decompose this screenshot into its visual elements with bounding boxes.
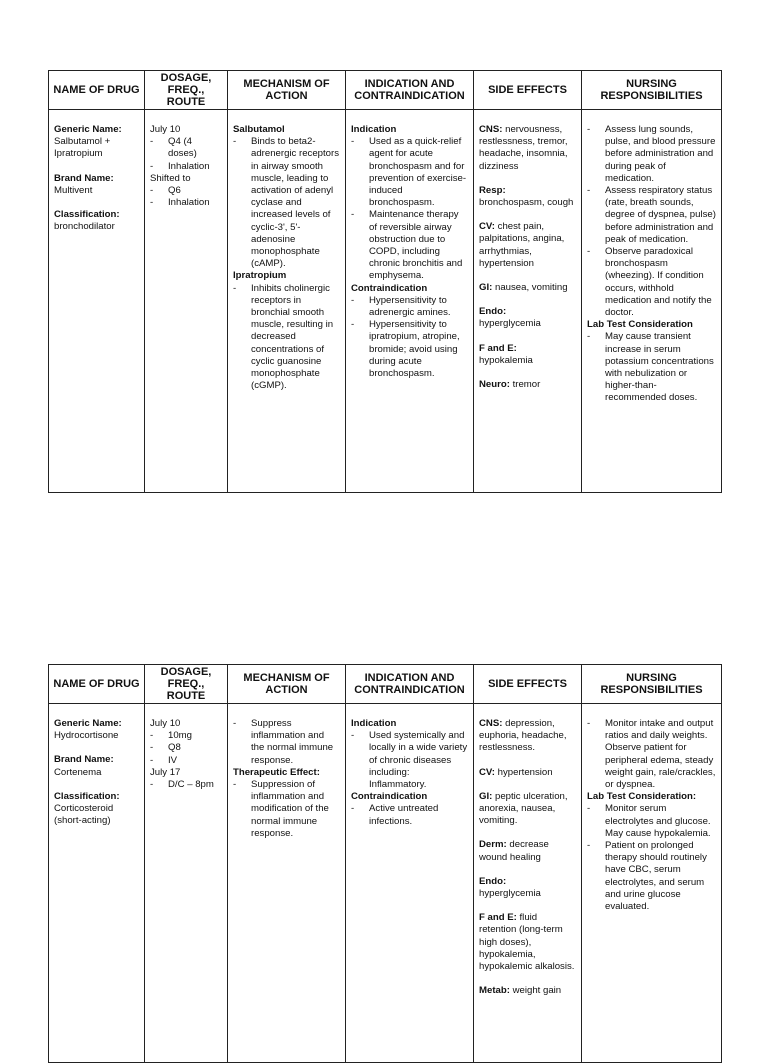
side-effect-text: hypertension [497,766,553,778]
mechanism-item: - Suppress inflammation and the normal immune response. [233,718,340,767]
mechanism-heading: Ipratropium [233,270,287,282]
side-effect-text: bronchospasm, cough [479,197,574,209]
side-effect-label: CV: [479,766,495,778]
side-effect-label: Endo: [479,875,507,887]
side-effect-text: decrease wound healing [479,839,549,863]
indication-item: - Used systemically and locally in a wide variety of chronic diseases including: Inflammatory. [351,730,468,791]
header-nursing: NURSING RESPONSIBILITIES [582,665,722,704]
brand-name-value: Multivent [54,184,93,196]
lab-test-item: - May cause transient increase in serum potassium concentrations with nebulization or higher-than-recommended doses. [587,331,716,404]
contraindication-list [351,803,468,827]
indication-item: - Used as a quick-relief agent for acute bronchospasm and for prevention of exercise-induced bronchospasm. [351,136,468,209]
lab-test-item: - Monitor serum electrolytes and glucose. May cause hypokalemia. [587,803,716,840]
name-cell [49,110,145,493]
therapeutic-effect-item: - Suppression of inflammation and modification of the normal immune response. [233,779,340,840]
indication-list [351,136,468,282]
side-effect-entry [479,379,576,391]
generic-name-label: Generic Name: [54,718,122,729]
side-effect-entry [479,221,576,270]
side-effect-label: Resp: [479,184,506,196]
indication-cell [346,704,474,1063]
contraindication-item: - Hypersensitivity to adrenergic amines. [351,295,468,319]
header-dosage: DOSAGE, FREQ., ROUTE [145,71,228,110]
side-effect-text: fluid retention (long-term high doses), hypokalemia, hypokalemic alkalosis. [479,912,575,973]
dosage-item: - Inhalation [150,161,222,173]
mechanism-list [233,283,340,393]
side-effect-entry [479,985,576,997]
side-effect-text: weight gain [512,985,562,997]
dosage-item: - Q6 [150,185,222,197]
lab-test-list [587,331,716,404]
dosage-cell [145,704,228,1063]
classification-value: bronchodilator [54,221,115,233]
side-effect-label: CNS: [479,718,503,729]
side-effect-entry [479,791,576,828]
contraindication-list [351,295,468,380]
header-side-effects: SIDE EFFECTS [474,71,582,110]
contraindication-item: - Hypersensitivity to ipratropium, atropine, bromide; avoid using during acute bronchospasm. [351,319,468,380]
side-effect-label: CV: [479,221,495,233]
mechanism-list [233,136,340,270]
side-effect-text: nausea, vomiting [495,282,568,294]
dosage-item: - Inhalation [150,197,222,209]
drug-row [49,704,722,1063]
classification-label: Classification: [54,790,120,802]
mechanism-cell [228,110,346,493]
lab-test-list [587,803,716,913]
header-dosage: DOSAGE, FREQ., ROUTE [145,665,228,704]
contraindication-heading: Contraindication [351,791,428,803]
side-effect-text: chest pain, palpitations, angina, arrhythmias, hypertension [479,221,565,269]
brand-name-label: Brand Name: [54,172,114,184]
dosage-item: - D/C – 8pm [150,779,222,791]
header-name-of-drug: NAME OF DRUG [49,71,145,110]
indication-heading: Indication [351,124,397,135]
header-row [49,665,722,704]
indication-list [351,730,468,791]
dosage-item: - IV [150,755,222,767]
side-effect-entry [479,185,576,209]
side-effects-cell [474,704,582,1063]
side-effect-entry [479,876,576,900]
generic-name-value: Hydrocortisone [54,730,119,742]
side-effect-text: hypokalemia [479,354,533,366]
side-effect-entry [479,718,576,755]
side-effect-entry [479,282,576,294]
side-effect-entry [479,306,576,330]
classification-value: Corticosteroid (short-acting) [54,803,114,827]
brand-name-value: Cortenema [54,766,102,778]
nursing-list [587,718,716,791]
lab-test-item: - Patient on prolonged therapy should routinely have CBC, serum electrolytes, and serum and urine glucose evaluated. [587,840,716,913]
classification-label: Classification: [54,209,120,221]
side-effect-label: Endo: [479,306,507,318]
dosage-item: - 10mg [150,730,222,742]
mechanism-item: - Binds to beta2-adrenergic receptors in airway smooth muscle, leading to activation of adenyl cyclase and increased levels of cyclic-3', 5'-adenosine monophosphate (cAMP). [233,136,340,270]
drug-table-salbutamol [48,70,722,493]
drug-table-hydrocortisone [48,664,722,1063]
nursing-item: - Monitor intake and output ratios and daily weights. Observe patient for peripheral edema, steady weight gain, rale/crackles, or dyspnea. [587,718,716,791]
dosage-date: July 17 [150,766,181,778]
mechanism-item: - Inhibits cholinergic receptors in bronchial smooth muscle, resulting in decreased concentrations of cyclic guanosine monophosphate (cGMP). [233,283,340,393]
header-indication: INDICATION AND CONTRAINDICATION [346,665,474,704]
therapeutic-effect-list [233,779,340,840]
name-cell [49,704,145,1063]
side-effect-text: tremor [512,379,541,391]
side-effect-entry [479,767,576,779]
side-effect-label: F and E: [479,342,517,354]
nursing-cell [582,704,722,1063]
lab-test-heading: Lab Test Consideration [587,319,693,331]
side-effects-cell [474,110,582,493]
side-effect-text: hyperglycemia [479,888,541,900]
dosage-item: - Q8 [150,742,222,754]
header-mechanism: MECHANISM OF ACTION [228,71,346,110]
nursing-cell [582,110,722,493]
mechanism-list [233,718,340,767]
nursing-item: - Assess respiratory status (rate, breath sounds, degree of dyspnea, pulse) before administration and peak of medication. [587,185,716,246]
indication-heading: Indication [351,718,397,729]
dosage-list [150,779,222,791]
side-effect-label: GI: [479,790,493,802]
header-side-effects: SIDE EFFECTS [474,665,582,704]
side-effect-label: CNS: [479,124,503,135]
brand-name-label: Brand Name: [54,754,114,766]
header-mechanism: MECHANISM OF ACTION [228,665,346,704]
indication-cell [346,110,474,493]
dosage-date: July 10 [150,124,181,135]
dosage-list [150,730,222,767]
side-effect-text: peptic ulceration, anorexia, nausea, vomiting. [479,790,568,827]
contraindication-item: - Active untreated infections. [351,803,468,827]
dosage-item: - Q4 (4 doses) [150,136,222,160]
side-effect-entry [479,124,576,173]
lab-test-heading: Lab Test Consideration: [587,791,697,803]
dosage-list [150,185,222,209]
header-row [49,71,722,110]
header-nursing: NURSING RESPONSIBILITIES [582,71,722,110]
dosage-cell [145,110,228,493]
therapeutic-effect-heading: Therapeutic Effect: [233,766,320,778]
side-effect-label: Neuro: [479,379,510,391]
side-effect-entry [479,839,576,863]
header-indication: INDICATION AND CONTRAINDICATION [346,71,474,110]
mechanism-cell [228,704,346,1063]
generic-name-label: Generic Name: [54,124,122,135]
nursing-list [587,124,716,319]
dosage-date: July 10 [150,718,181,729]
side-effect-text: nervousness, restlessness, tremor, headache, insomnia, dizziness [479,124,568,172]
side-effect-label: F and E: [479,912,517,924]
generic-name-value: Salbutamol + Ipratropium [54,136,111,160]
side-effect-label: Metab: [479,985,510,997]
indication-item: - Maintenance therapy of reversible airway obstruction due to COPD, including chronic bronchitis and emphysema. [351,209,468,282]
header-name-of-drug: NAME OF DRUG [49,665,145,704]
side-effect-label: Derm: [479,839,507,851]
nursing-item: - Observe paradoxical bronchospasm (wheezing). If condition occurs, withhold medication and notify the doctor. [587,246,716,319]
drug-row [49,110,722,493]
nursing-item: - Assess lung sounds, pulse, and blood pressure before administration and during peak of medication. [587,124,716,185]
dosage-list [150,136,222,173]
side-effect-entry [479,912,576,973]
side-effect-text: hyperglycemia [479,318,541,330]
mechanism-heading: Salbutamol [233,124,285,135]
side-effect-entry [479,343,576,367]
side-effect-label: GI: [479,282,493,294]
side-effect-text: depression, euphoria, headache, restlessness. [479,718,567,754]
contraindication-heading: Contraindication [351,282,428,294]
dosage-date: Shifted to [150,172,191,184]
